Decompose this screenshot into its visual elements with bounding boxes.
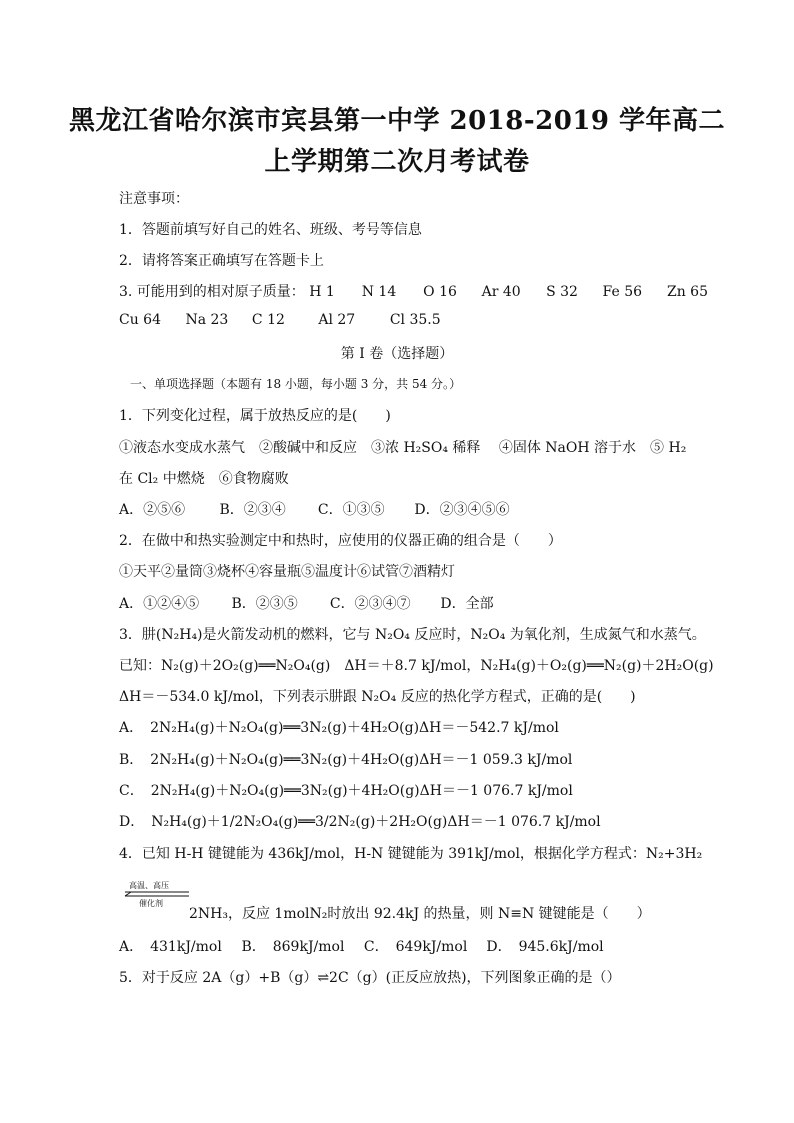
q1-option-a: A．②⑤⑥ xyxy=(119,502,186,518)
equilibrium-arrow-icon xyxy=(123,890,193,898)
q4-stem-line2: 2NH₃，反应 1molN₂时放出 92.4kJ 的热量，则 N≡N 键键能是（ ） xyxy=(189,906,651,922)
note-3-prefix: 3. 可能用到的相对原子质量： xyxy=(119,284,305,300)
q4-option-b: B． 869kJ/mol xyxy=(241,939,345,955)
q2-stem: 2．在做中和热实验测定中和热时，应使用的仪器正确的组合是（ ） xyxy=(119,533,562,549)
atomic-mass: Na 23 xyxy=(185,312,229,328)
q2-option-d: D．全部 xyxy=(440,596,494,612)
q3-stem-line3: ΔH＝－534.0 kJ/mol，下列表示肼跟 N₂O₄ 反应的热化学方程式，正确的是( ) xyxy=(119,689,636,705)
q1-items-line1: ①液态水变成水蒸气 ②酸碱中和反应 ③浓 H₂SO₄ 稀释 ④固体 NaOH 溶于水 ⑤ H₂ xyxy=(119,440,687,456)
section-description: 一、单项选择题（本题有 18 小题，每小题 3 分，共 54 分。） xyxy=(130,377,462,391)
q3-stem-line2: 已知：N₂(g)＋2O₂(g)══N₂O₄(g) ΔH＝＋8.7 kJ/mol，N₂H₄(g)＋O₂(g)══N₂(g)＋2H₂O(g) xyxy=(119,658,714,674)
q4-option-a: A． 431kJ/mol xyxy=(119,939,222,955)
note-3 xyxy=(119,281,708,301)
notes-heading: 注意事项： xyxy=(119,191,189,207)
section-title: 第 I 卷（选择题） xyxy=(340,346,454,362)
atomic-mass: H 1 xyxy=(309,284,335,300)
q1-option-b: B．②③④ xyxy=(219,502,286,518)
q1-items-line2: 在 Cl₂ 中燃烧 ⑥食物腐败 xyxy=(119,471,289,487)
q2-options xyxy=(119,593,494,613)
atomic-mass: C 12 xyxy=(251,312,285,328)
atomic-mass: O 16 xyxy=(423,284,457,300)
q3-option-c: C． 2N₂H₄(g)＋N₂O₄(g)══3N₂(g)＋4H₂O(g)ΔH＝－1 076.7 kJ/mol xyxy=(119,783,573,799)
q3-option-a: A． 2N₂H₄(g)＋N₂O₄(g)══3N₂(g)＋4H₂O(g)ΔH＝－542.7 kJ/mol xyxy=(119,720,559,736)
reaction-arrow xyxy=(123,880,193,910)
atomic-mass: S 32 xyxy=(546,284,578,300)
q4-option-c: C． 649kJ/mol xyxy=(363,939,468,955)
q2-option-c: C．②③④⑦ xyxy=(329,596,411,612)
q1-options xyxy=(119,499,510,519)
atomic-mass: Al 27 xyxy=(318,312,356,328)
note-2: 2．请将答案正确填写在答题卡上 xyxy=(119,253,324,269)
page-title-line2: 上学期第二次月考试卷 xyxy=(264,147,530,177)
q2-items: ①天平②量筒③烧杯④容量瓶⑤温度计⑥试管⑦酒精灯 xyxy=(119,564,455,580)
atomic-masses-row2 xyxy=(119,312,441,328)
q5-stem: 5．对于反应 2A（g）+B（g）⇌2C（g）(正反应放热)，下列图象正确的是（） xyxy=(119,970,621,986)
q4-option-d: D． 945.6kJ/mol xyxy=(486,939,604,955)
q3-option-b: B． 2N₂H₄(g)＋N₂O₄(g)══3N₂(g)＋4H₂O(g)ΔH＝－1 059.3 kJ/mol xyxy=(119,752,573,768)
q1-option-c: C．①③⑤ xyxy=(317,502,385,518)
arrow-condition-bottom: 催化剂 xyxy=(139,899,163,908)
arrow-condition-top: 高温、高压 xyxy=(129,881,169,890)
atomic-mass: Fe 56 xyxy=(602,284,643,300)
q1-option-d: D．②③④⑤⑥ xyxy=(414,502,510,518)
atomic-mass: Ar 40 xyxy=(481,284,521,300)
q4-options xyxy=(119,936,604,956)
q4-stem-line1: 4．已知 H-H 键键能为 436kJ/mol，H-N 键键能为 391kJ/mol，根据化学方程式：N₂+3H₂ xyxy=(119,846,703,862)
atomic-mass: Cu 64 xyxy=(119,312,161,328)
page-title-line1: 黑龙江省哈尔滨市宾县第一中学 2018-2019 学年高二 xyxy=(68,106,726,136)
atomic-mass: Cl 35.5 xyxy=(389,312,441,328)
note-1: 1．答题前填写好自己的姓名、班级、考号等信息 xyxy=(119,222,422,238)
atomic-mass: N 14 xyxy=(361,284,397,300)
q1-stem: 1．下列变化过程，属于放热反应的是( ) xyxy=(119,408,391,424)
q3-option-d: D． N₂H₄(g)＋1/2N₂O₄(g)══3/2N₂(g)＋2H₂O(g)ΔH＝－1 076.7 kJ/mol xyxy=(119,814,601,830)
atomic-mass: Zn 65 xyxy=(666,284,708,300)
q2-option-a: A．①②④⑤ xyxy=(119,596,200,612)
q2-option-b: B．②③⑤ xyxy=(231,596,298,612)
q3-stem-line1: 3．肼(N₂H₄)是火箭发动机的燃料，它与 N₂O₄ 反应时，N₂O₄ 为氧化剂，生成氮气和水蒸气。 xyxy=(119,627,706,643)
